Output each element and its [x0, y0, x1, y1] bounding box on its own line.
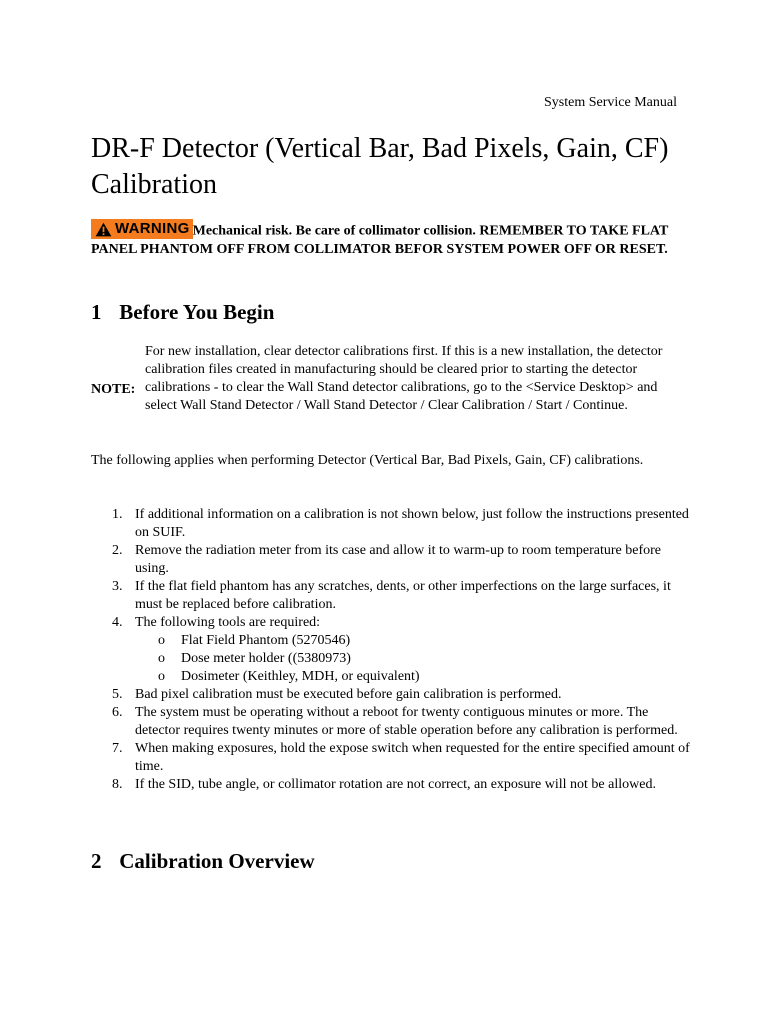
list-item-text: The following tools are required:	[135, 615, 321, 630]
section-number: 2	[91, 849, 102, 873]
list-item	[91, 614, 691, 686]
intro-paragraph: The following applies when performing Detector (Vertical Bar, Bad Pixels, Gain, CF) calibrations.	[91, 453, 644, 468]
steps-list	[91, 506, 691, 794]
list-item-text: When making exposures, hold the expose switch when requested for the entire specified amount of time.	[135, 741, 690, 774]
bullet-marker: o	[158, 669, 165, 684]
sub-list-item	[91, 632, 691, 650]
warning-text: Mechanical risk. Be care of collimator collision. REMEMBER TO TAKE FLAT PANEL PHANTOM OFF FROM COLLIMATOR BEFOR SYSTEM POWER OFF OR RESET.	[91, 223, 669, 257]
list-item-number: 2.	[112, 543, 123, 558]
sub-list-item	[91, 650, 691, 668]
sub-list-item	[91, 668, 691, 686]
list-item-number: 8.	[112, 777, 123, 792]
section-heading-before-you-begin	[91, 299, 274, 325]
list-item-number: 3.	[112, 579, 123, 594]
document-title: DR-F Detector (Vertical Bar, Bad Pixels, Gain, CF) Calibration	[91, 133, 669, 200]
list-item-text: If the SID, tube angle, or collimator rotation are not correct, an exposure will not be allowed.	[135, 777, 656, 792]
section-title: Before You Begin	[119, 300, 275, 324]
bullet-marker: o	[158, 633, 165, 648]
list-item-number: 5.	[112, 687, 123, 702]
list-item	[91, 686, 691, 704]
sub-list-item-text: Flat Field Phantom (5270546)	[181, 633, 351, 648]
note-label: NOTE:	[91, 382, 136, 397]
list-item-number: 6.	[112, 705, 123, 720]
warning-badge-label: WARNING	[115, 220, 190, 237]
section-title: Calibration Overview	[119, 849, 315, 873]
warning-block	[91, 219, 691, 259]
list-item-text: If the flat field phantom has any scratches, dents, or other imperfections on the large surfaces, it must be replaced before calibration.	[135, 579, 671, 612]
list-item-number: 1.	[112, 507, 123, 522]
list-item	[91, 740, 691, 776]
list-item-number: 7.	[112, 741, 123, 756]
sub-list-item-text: Dosimeter (Keithley, MDH, or equivalent)	[181, 669, 420, 684]
list-item-text: The system must be operating without a reboot for twenty contiguous minutes or more. The detector requires twenty minutes or more of stable operation before any calibration is performed.	[135, 705, 678, 738]
tools-list	[135, 632, 691, 686]
section-number: 1	[91, 300, 102, 324]
list-item-text: If additional information on a calibration is not shown below, just follow the instructions presented on SUIF.	[135, 507, 689, 540]
list-item	[91, 542, 691, 578]
list-item	[91, 776, 691, 794]
running-header: System Service Manual	[544, 95, 677, 110]
note-text: For new installation, clear detector calibrations first. If this is a new installation, the detector calibration files created in manufacturing should be cleared prior to starting the detector calibrations - to clear the Wall Stand detector calibrations, go to the <Service Desktop> and select Wall Stand Detector / Wall Stand Detector / Clear Calibration / Start / Continue.	[145, 344, 663, 413]
sub-list-item-text: Dose meter holder ((5380973)	[181, 651, 351, 666]
list-item	[91, 578, 691, 614]
warning-triangle-icon	[95, 222, 112, 237]
list-item	[91, 506, 691, 542]
bullet-marker: o	[158, 651, 165, 666]
list-item-text: Bad pixel calibration must be executed before gain calibration is performed.	[135, 687, 562, 702]
warning-badge	[91, 219, 193, 239]
list-item	[91, 704, 691, 740]
list-item-text: Remove the radiation meter from its case and allow it to warm-up to room temperature before using.	[135, 543, 661, 576]
section-heading-calibration-overview	[91, 848, 315, 874]
list-item-number: 4.	[112, 615, 123, 630]
